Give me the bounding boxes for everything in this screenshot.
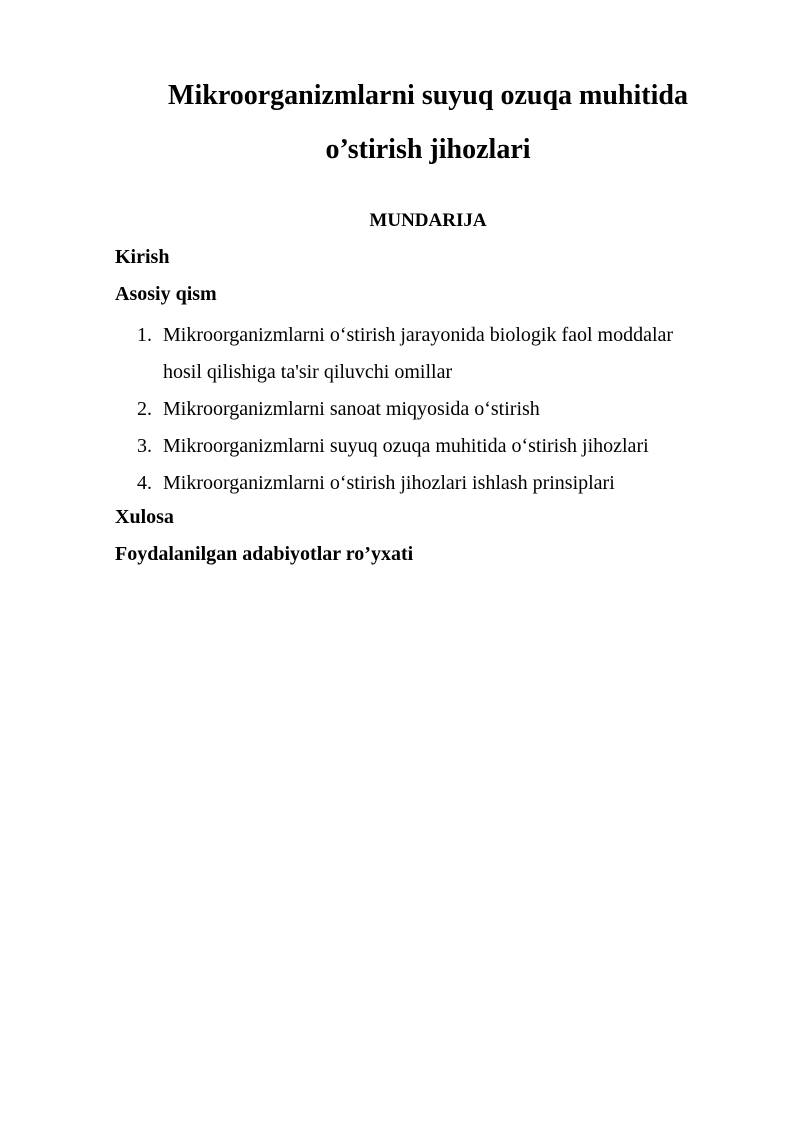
list-item [115, 465, 741, 502]
list-item [115, 317, 741, 391]
document-title-line2: o’stirish jihozlari [325, 134, 531, 165]
list-item-number: 2. [137, 398, 152, 420]
list-item-text: Mikroorganizmlarni suyuq ozuqa muhitida o‘stirish jihozlari [163, 435, 649, 457]
list-item-text: Mikroorganizmlarni o‘stirish jihozlari ishlash prinsiplari [163, 472, 615, 494]
document-title [115, 69, 741, 177]
document-title-line1: Mikroorganizmlarni suyuq ozuqa muhitida [168, 80, 688, 111]
toc-entry-main-part: Asosiy qism [115, 283, 217, 305]
toc-heading: MUNDARIJA [369, 210, 487, 231]
list-item [115, 391, 741, 428]
list-item-text-line1: Mikroorganizmlarni o‘stirish jarayonida biologik faol moddalar [163, 324, 674, 346]
list-item-number: 4. [137, 472, 152, 494]
list-item-text: Mikroorganizmlarni sanoat miqyosida o‘stirish [163, 398, 540, 420]
toc-entry-intro: Kirish [115, 246, 170, 268]
list-item-number: 1. [137, 324, 152, 346]
toc-numbered-list [115, 317, 741, 502]
toc-entry-references: Foydalanilgan adabiyotlar ro’yxati [115, 543, 414, 565]
list-item [115, 428, 741, 465]
toc-entry-conclusion: Xulosa [115, 506, 174, 528]
list-item-number: 3. [137, 435, 152, 457]
list-item-text-line2: hosil qilishiga ta'sir qiluvchi omillar [163, 361, 453, 383]
